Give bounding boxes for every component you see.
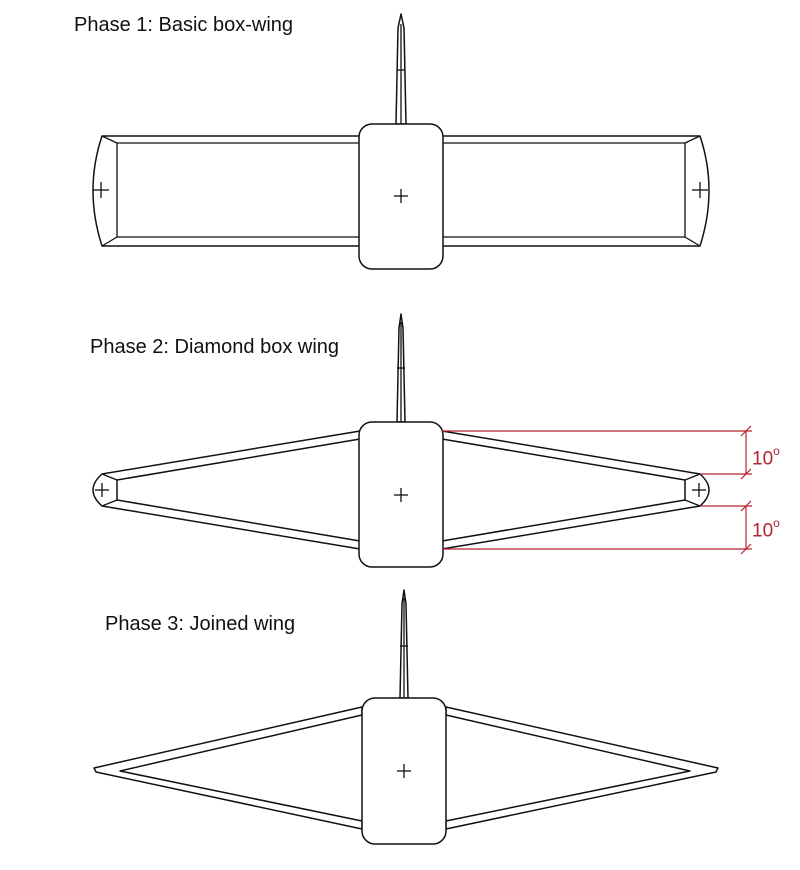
phase-1-right-wing <box>442 136 709 246</box>
phase-1-drawing <box>93 14 709 269</box>
angle-label-upper <box>752 443 780 469</box>
angle-value-lower: 10 <box>752 520 774 542</box>
phase-3-drawing <box>94 590 718 844</box>
angle-unit-upper: o <box>773 444 780 458</box>
phase-1-left-wing <box>93 136 360 246</box>
angle-label-lower <box>752 515 780 541</box>
angle-unit-lower: o <box>773 516 780 530</box>
angle-dimension-upper <box>442 426 752 479</box>
phase-2-right-wing <box>442 431 709 549</box>
phase-3-left-wing <box>94 707 362 829</box>
phase-2-label: Phase 2: Diamond box wing <box>90 336 340 358</box>
phase-1-label: Phase 1: Basic box-wing <box>74 14 294 36</box>
phase-2-left-wing <box>93 431 360 549</box>
phase-3-label: Phase 3: Joined wing <box>105 613 296 635</box>
phase-3-right-wing <box>446 707 718 829</box>
phase-2-drawing <box>93 314 752 567</box>
angle-dimension-lower <box>442 501 752 554</box>
angle-value-upper: 10 <box>752 448 774 470</box>
